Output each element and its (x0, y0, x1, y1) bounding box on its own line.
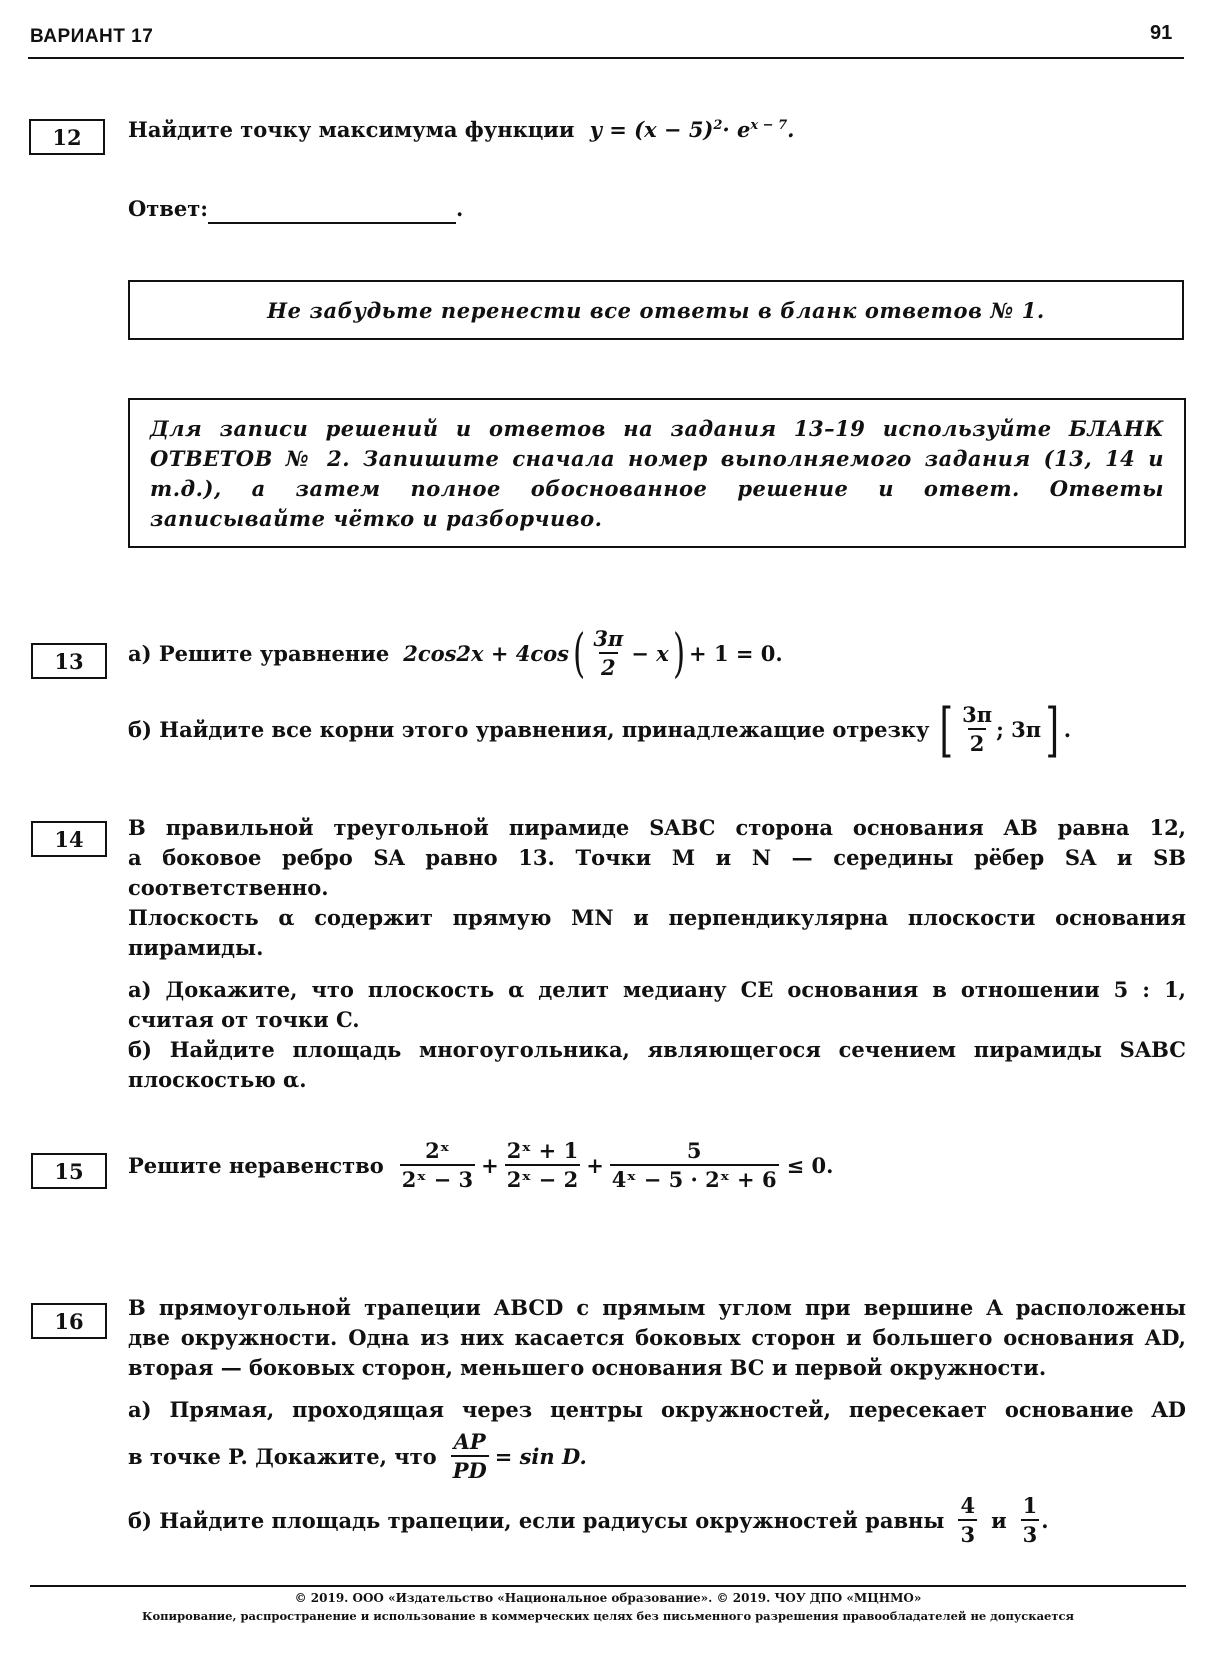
task-16-b-end: . (1041, 1508, 1049, 1533)
task-16-a-line-1: а) Прямая, проходящая через центры окружностей, пересекает основание AD (128, 1397, 1186, 1422)
task-16-a-fraction (451, 1429, 489, 1485)
bracket-open: [ (939, 696, 954, 764)
frac-num: 2ˣ (425, 1138, 450, 1163)
task-16-b-line (128, 1489, 1186, 1553)
task-16-b-fraction-1 (958, 1493, 977, 1549)
task-13-a-formula-right: + 1 = 0. (689, 641, 783, 666)
task-13-b-text: б) Найдите все корни этого уравнения, принадлежащие отрезку (128, 717, 930, 742)
task-16-a-line-2 (128, 1425, 1186, 1489)
page-number: 91 (1150, 22, 1173, 44)
frac-den: PD (451, 1455, 489, 1485)
task-14-line-2: а боковое ребро SA равно 13. Точки M и N — середины рёбер SA и SB соответственно. (128, 845, 1186, 900)
task-15-number: 15 (31, 1153, 107, 1189)
frac-den: 2ˣ − 3 (400, 1164, 475, 1194)
task-13-a-fraction (591, 626, 625, 682)
task-16-b-fraction-2 (1021, 1493, 1040, 1549)
frac-den: 2ˣ − 2 (505, 1164, 580, 1194)
frac-num: AP (453, 1429, 486, 1454)
task-13-b-right: ; 3π (996, 717, 1042, 742)
task-12-statement (128, 111, 794, 145)
task-16-b-text: б) Найдите площадь трапеции, если радиусы окружностей равны (128, 1508, 945, 1533)
task-16-b-and: и (991, 1508, 1007, 1533)
task-13-a-inner: − x (631, 641, 669, 666)
frac-num: 4 (960, 1493, 976, 1518)
frac-num: 2ˣ + 1 (506, 1138, 579, 1163)
task-13-part-b: б) Найдите все корни этого уравнения, принадлежащие отрезку [ $\frac{3\pi}{2}$ ; 3π ] . (128, 696, 1072, 764)
task-14-a-line-2: считая от точки C. (128, 1007, 360, 1032)
task-16-line-3: вторая — боковых сторон, меньшего основания BC и первой окружности. (128, 1355, 1047, 1380)
task-15-statement: Решите неравенство $\frac{\text{2ˣ}}{\text{2ˣ − 3}}$ + $\frac{\text{2ˣ + 1}}{\text{2ˣ − 2}}$ + $\frac{5}{\text{4ˣ − 5 · 2ˣ + 6}}$ ≤ 0. (128, 1138, 834, 1192)
formula-base: y = (x − 5) (589, 117, 714, 142)
task-14-body (128, 813, 1186, 1095)
task-15-fraction-3 (610, 1138, 779, 1194)
frac-num: 5 (686, 1138, 702, 1163)
frac-den: 3 (958, 1519, 977, 1549)
formula-exp-power: x − 7 (750, 118, 788, 133)
bracket-close: ] (1045, 696, 1060, 764)
frac-num: 3π (962, 702, 993, 727)
task-14-a-line-1: а) Докажите, что плоскость α делит медиану CE основания в отношении 5 : 1, (128, 977, 1186, 1002)
frac-den: 3 (1021, 1519, 1040, 1549)
task-13-a-formula-left: 2cos2x + 4cos (403, 641, 570, 666)
task-14-line-3: Плоскость α содержит прямую MN и перпендикулярна плоскости основания (128, 905, 1186, 930)
task-15-tail: ≤ 0. (786, 1153, 834, 1178)
task-16-line-1: В прямоугольной трапеции ABCD с прямым углом при вершине A расположены (128, 1295, 1186, 1320)
header-divider (28, 57, 1184, 59)
frac-den: 2 (599, 652, 618, 682)
footer-divider (30, 1585, 1186, 1587)
task-12-answer: Ответ: . (128, 194, 463, 224)
task-15-fraction-1 (400, 1138, 475, 1194)
task-16-a-tail: = sin D. (494, 1444, 587, 1469)
task-16-body (128, 1293, 1186, 1553)
task-14-b-line-2: плоскостью α. (128, 1067, 307, 1092)
task-13-b-fraction (960, 702, 994, 758)
answer-field[interactable] (208, 198, 456, 224)
task-12-text: Найдите точку максимума функции (128, 117, 575, 142)
task-13-number: 13 (31, 643, 107, 679)
formula-end: . (787, 117, 795, 142)
task-14-line-4: пирамиды. (128, 935, 264, 960)
variant-title: ВАРИАНТ 17 (30, 26, 154, 47)
frac-num: 1 (1022, 1493, 1038, 1518)
paren-open: ( (573, 624, 586, 684)
task-14-line-1: В правильной треугольной пирамиде SABC сторона основания AB равна 12, (128, 815, 1186, 840)
task-16-a-text: в точке P. Докажите, что (128, 1444, 437, 1469)
paren-close: ) (672, 624, 685, 684)
notice-transfer-answers: Не забудьте перенести все ответы в бланк ответов № 1. (128, 280, 1184, 340)
formula-exponent: 2 (713, 118, 723, 133)
task-16-number: 16 (31, 1303, 107, 1339)
task-14-number: 14 (31, 821, 107, 857)
footer-copyright: © 2019. ООО «Издательство «Национальное образование». © 2019. ЧОУ ДПО «МЦНМО» (294, 1591, 922, 1605)
frac-den: 4ˣ − 5 · 2ˣ + 6 (610, 1164, 779, 1194)
task-12-formula (590, 117, 795, 142)
task-13-a-text: а) Решите уравнение (128, 641, 390, 666)
formula-exp-base: · e (722, 117, 751, 142)
answer-label: Ответ: (128, 196, 209, 221)
task-15-text: Решите неравенство (128, 1153, 384, 1178)
notice-answer-form-2: Для записи решений и ответов на задания 13–19 используйте БЛАНК ОТВЕТОВ № 2. Запишите сначала номер выполняемого задания (13, 14 и т.д.), а затем полное обоснованное решение и ответ. Ответы записывайте чётко и разборчиво. (128, 398, 1186, 548)
task-12-number: 12 (29, 119, 105, 155)
frac-den: 2 (968, 728, 987, 758)
task-14-b-line-1: б) Найдите площадь многоугольника, являющегося сечением пирамиды SABC (128, 1037, 1186, 1062)
footer-notice: Копирование, распространение и использование в коммерческих целях без письменного разрешения правообладателей не допускается (141, 1609, 1074, 1623)
task-13-part-a (128, 626, 783, 682)
task-15-fraction-2 (505, 1138, 580, 1194)
task-16-line-2: две окружности. Одна из них касается боковых сторон и большего основания AD, (128, 1325, 1186, 1350)
frac-num: 3π (593, 626, 624, 651)
